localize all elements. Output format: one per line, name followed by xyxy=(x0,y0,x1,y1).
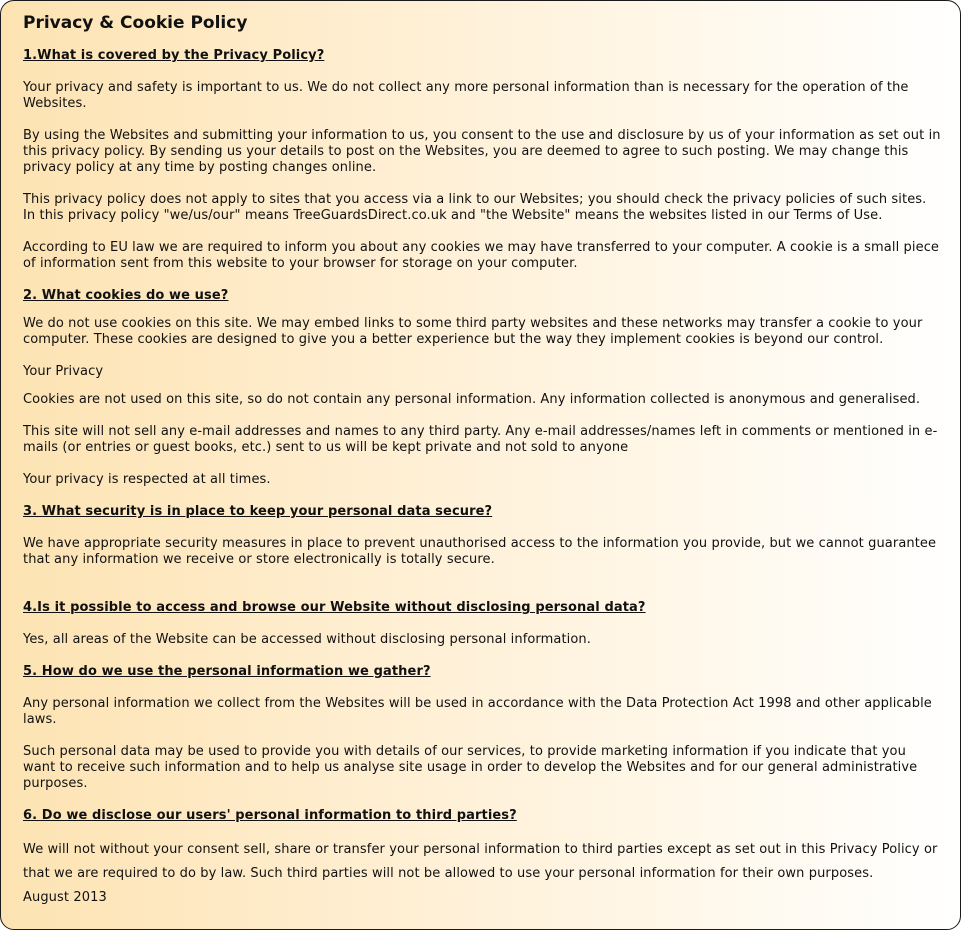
section-2-paragraph: We do not use cookies on this site. We may embed links to some third party websites and these networks may transfer a cookie to your computer. These cookies are designed to give you a better experience but the way they implement cookies is beyond our control. xyxy=(23,316,923,347)
section-2-paragraph: This site will not sell any e-mail addresses and names to any third party. Any e-mail addresses/names left in comments or mentioned in e-mails (or entries or guest books, etc.) sent to us will be kept private and not sold to anyone xyxy=(23,424,938,455)
section-2-heading: 2. What cookies do we use? xyxy=(23,288,229,303)
section-4-heading: 4.Is it possible to access and browse our Website without disclosing personal data? xyxy=(23,600,646,615)
section-3-heading: 3. What security is in place to keep your personal data secure? xyxy=(23,504,493,519)
section-5-paragraph: Any personal information we collect from the Websites will be used in accordance with the Data Protection Act 1998 and other applicable laws. xyxy=(23,696,932,727)
section-2-subheading: Your Privacy xyxy=(23,364,104,379)
section-1-paragraph: This privacy policy does not apply to sites that you access via a link to our Websites; you should check the privacy policies of such sites. In this privacy policy "we/us/our" means TreeGuardsDirect.co.uk and "the Website" means the websites listed in our Terms of Use. xyxy=(23,192,927,223)
section-5-paragraph: Such personal data may be used to provide you with details of our services, to provide marketing information if you indicate that you want to receive such information and to help us analyse site usage in order to develop the Websites and for our general administrative purposes. xyxy=(23,744,918,791)
section-3-paragraph: We have appropriate security measures in place to prevent unauthorised access to the information you provide, but we cannot guarantee that any information we receive or store electronically is totally secure. xyxy=(23,536,937,567)
policy-content xyxy=(23,12,941,910)
policy-date: August 2013 xyxy=(23,890,107,905)
section-2-paragraph: Cookies are not used on this site, so do not contain any personal information. Any information collected is anonymous and generalised. xyxy=(23,392,921,407)
section-1-paragraph: Your privacy and safety is important to us. We do not collect any more personal information than is necessary for the operation of the Websites. xyxy=(23,80,909,111)
section-1-heading: 1.What is covered by the Privacy Policy? xyxy=(23,48,325,63)
section-6-paragraph: We will not without your consent sell, share or transfer your personal information to third parties except as set out in this Privacy Policy or that we are required to do by law. Such third parties will not be allowed to use your personal information for their own purposes. xyxy=(23,842,938,881)
section-5-heading: 5. How do we use the personal information we gather? xyxy=(23,664,431,679)
section-1-paragraph: According to EU law we are required to inform you about any cookies we may have transferred to your computer. A cookie is a small piece of information sent from this website to your browser for storage on your computer. xyxy=(23,240,940,271)
section-2-paragraph: Your privacy is respected at all times. xyxy=(23,472,271,487)
page-title: Privacy & Cookie Policy xyxy=(23,13,248,33)
section-1-paragraph: By using the Websites and submitting your information to us, you consent to the use and disclosure by us of your information as set out in this privacy policy. By sending us your details to post on the Websites, you are deemed to agree to such posting. We may change this privacy policy at any time by posting changes online. xyxy=(23,128,941,175)
section-6-heading: 6. Do we disclose our users' personal information to third parties? xyxy=(23,808,517,823)
section-4-paragraph: Yes, all areas of the Website can be accessed without disclosing personal information. xyxy=(23,632,591,647)
